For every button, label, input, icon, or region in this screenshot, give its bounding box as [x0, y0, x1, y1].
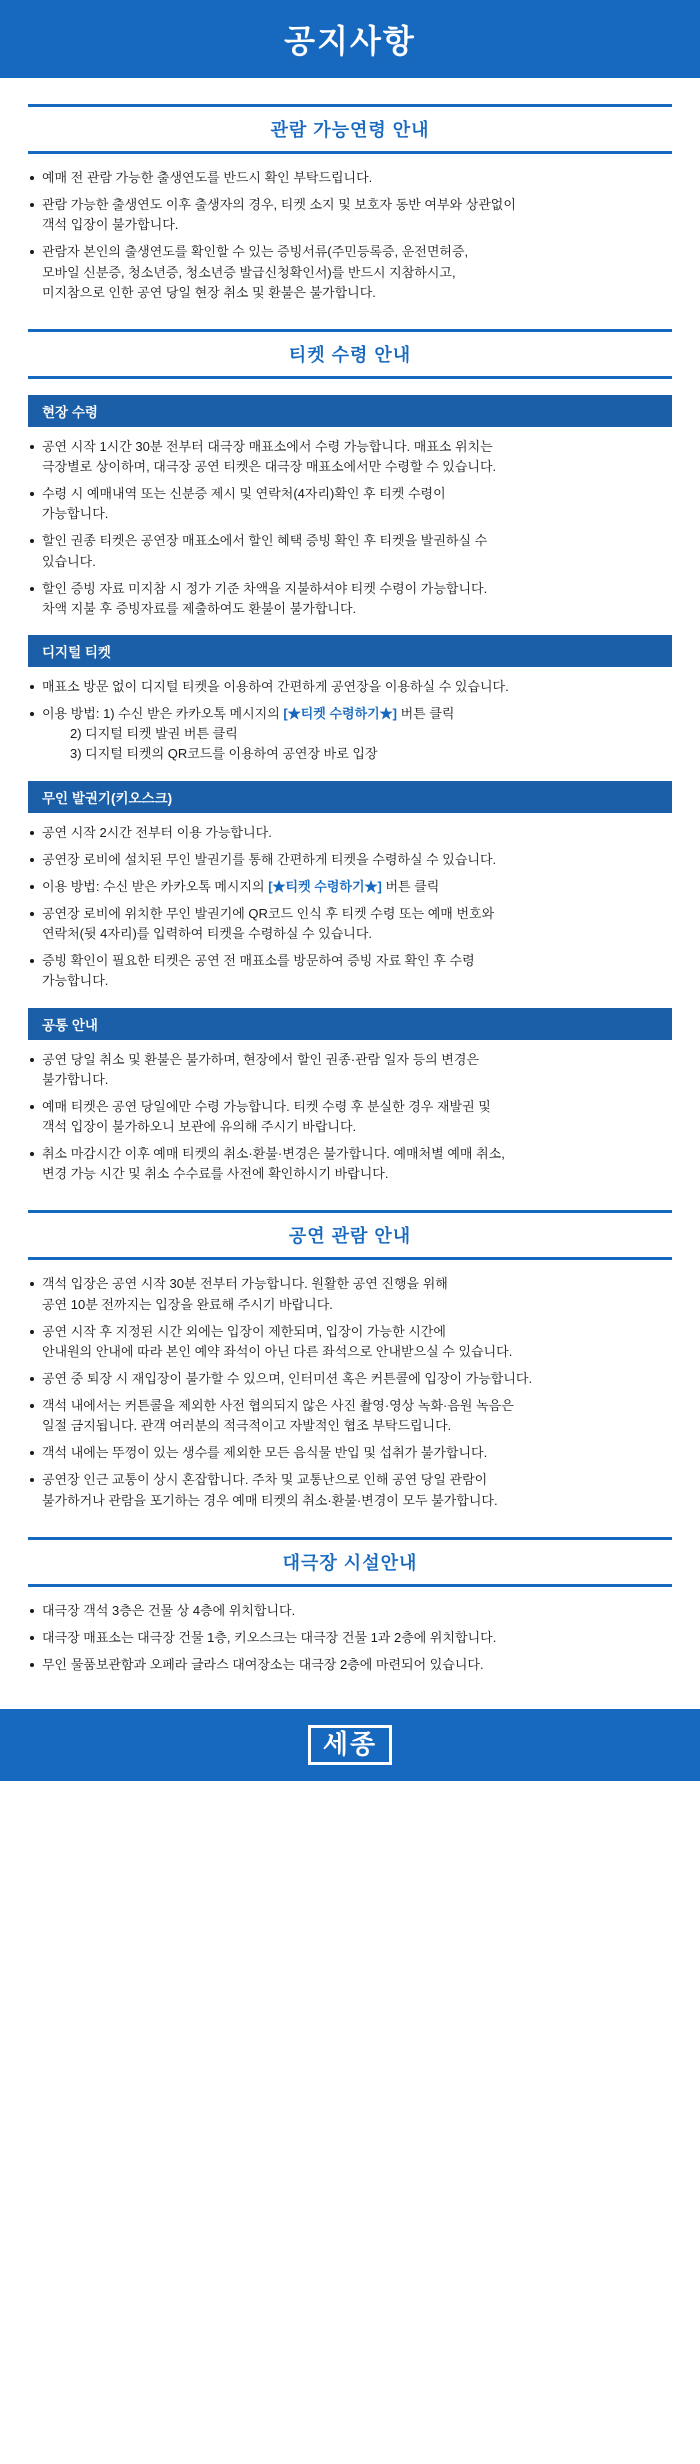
list-item: [28, 484, 672, 524]
highlight-button-label: [★티켓 수령하기★]: [283, 706, 398, 722]
list-item: [28, 168, 672, 188]
list-item: [28, 579, 672, 619]
list-item-text-cont: 불가합니다.: [42, 1071, 109, 1087]
age-guide-list: [28, 168, 672, 303]
list-item: [28, 1655, 672, 1675]
list-item-text-cont: 2) 디지털 티켓 발권 버튼 클릭: [70, 726, 238, 742]
list-item-text-post: 버튼 클릭: [397, 706, 455, 722]
list-item-text: 객석 입장은 공연 시작 30분 전부터 가능합니다. 원활한 공연 진행을 위해: [42, 1276, 448, 1292]
section-heading: 티켓 수령 안내: [288, 344, 412, 365]
notice-content: [0, 104, 700, 1675]
list-item-text-cont: 미지참으로 인한 공연 당일 현장 취소 및 환불은 불가합니다.: [42, 284, 376, 300]
viewing-guide-list: [28, 1274, 672, 1510]
list-item: [28, 195, 672, 235]
list-item-text: 매표소 방문 없이 디지털 티켓을 이용하여 간편하게 공연장을 이용하실 수 있습니다.: [42, 678, 509, 694]
list-item-text-cont: 안내원의 안내에 따라 본인 예약 좌석이 아닌 다른 좌석으로 안내받으실 수 있습니다.: [42, 1343, 513, 1359]
section-facility-guide: [28, 1537, 672, 1675]
list-item: [28, 1144, 672, 1184]
sejong-logo: 세종: [308, 1725, 392, 1766]
list-item: [28, 877, 672, 897]
list-item: [28, 823, 672, 843]
list-item-text-cont: 변경 가능 시간 및 취소 수수료를 사전에 확인하시기 바랍니다.: [42, 1166, 389, 1182]
section-viewing-guide: [28, 1210, 672, 1510]
list-item-text-cont: 극장별로 상이하며, 대극장 공연 티켓은 대극장 매표소에서만 수령할 수 있습니다.: [42, 458, 497, 474]
section-ticket-pickup: [28, 329, 672, 1185]
list-item-text: 객석 내에서는 커튼콜을 제외한 사전 협의되지 않은 사진 촬영·영상 녹화·음원 녹음은: [42, 1398, 514, 1414]
list-item-text: 증빙 확인이 필요한 티켓은 공연 전 매표소를 방문하여 증빙 자료 확인 후 수령: [42, 953, 475, 969]
list-item: [28, 1628, 672, 1648]
list-item-text: 공연 시작 후 지정된 시간 외에는 입장이 제한되며, 입장이 가능한 시간에: [42, 1323, 446, 1339]
page-header: [0, 0, 700, 78]
highlight-button-label: [★티켓 수령하기★]: [268, 878, 382, 894]
list-item-text-cont: 불가하거나 관람을 포기하는 경우 예매 티켓의 취소·환불·변경이 모두 불가합니다.: [42, 1492, 498, 1508]
list-item-text-pre: 이용 방법: 1) 수신 받은 카카오톡 메시지의: [42, 706, 284, 722]
list-item-text-cont: 공연 10분 전까지는 입장을 완료해 주시기 바랍니다.: [42, 1296, 333, 1312]
list-item: [28, 1322, 672, 1362]
list-item-text: 무인 물품보관함과 오페라 글라스 대여장소는 대극장 2층에 마련되어 있습니다.: [42, 1657, 484, 1673]
section-age-guide: [28, 104, 672, 303]
list-item: [28, 1443, 672, 1463]
common-guide-list: [28, 1050, 672, 1185]
list-item-text: 공연장 인근 교통이 상시 혼잡합니다. 주차 및 교통난으로 인해 공연 당일 관람이: [42, 1472, 488, 1488]
list-item-text: 예매 전 관람 가능한 출생연도를 반드시 확인 부탁드립니다.: [42, 170, 373, 185]
subsection-heading-onsite: 현장 수령: [28, 395, 672, 427]
list-item: [28, 531, 672, 571]
list-item-text-cont: 가능합니다.: [42, 973, 109, 989]
list-item-text-cont: 일절 금지됩니다. 관객 여러분의 적극적이고 자발적인 협조 부탁드립니다.: [42, 1418, 452, 1434]
onsite-pickup-list: [28, 437, 672, 619]
list-item-text: 공연장 로비에 설치된 무인 발권기를 통해 간편하게 티켓을 수령하실 수 있습니다.: [42, 851, 497, 867]
list-item: [28, 242, 672, 302]
list-item-text: 공연 중 퇴장 시 재입장이 불가할 수 있으며, 인터미션 혹은 커튼콜에 입장이 가능합니다.: [42, 1370, 533, 1386]
section-title-bar: [28, 329, 672, 379]
facility-guide-list: [28, 1601, 672, 1675]
list-item: [28, 677, 672, 697]
kiosk-list: [28, 823, 672, 992]
list-item-text: 취소 마감시간 이후 예매 티켓의 취소·환불·변경은 불가합니다. 예매처별 예매 취소,: [42, 1146, 505, 1162]
section-heading: 관람 가능연령 안내: [270, 120, 430, 140]
list-item-text-cont: 있습니다.: [42, 553, 96, 569]
section-title-bar: [28, 1210, 672, 1260]
subsection-heading-kiosk: 무인 발권기(키오스크): [28, 781, 672, 813]
list-item: [28, 1097, 672, 1137]
list-item: [28, 1470, 672, 1510]
list-item: [28, 1369, 672, 1389]
list-item-text: 대극장 매표소는 대극장 건물 1층, 키오스크는 대극장 건물 1과 2층에 위치합니다.: [42, 1629, 497, 1645]
list-item-text: 수령 시 예매내역 또는 신분증 제시 및 연락처(4자리)확인 후 티켓 수령이: [42, 486, 446, 502]
list-item-text-pre: 이용 방법: 수신 받은 카카오톡 메시지의: [42, 878, 269, 894]
list-item-text: 공연장 로비에 위치한 무인 발권기에 QR코드 인식 후 티켓 수령 또는 예매 번호와: [42, 905, 495, 921]
list-item: [28, 437, 672, 477]
list-item-text: 할인 권종 티켓은 공연장 매표소에서 할인 혜택 증빙 확인 후 티켓을 발권하실 수: [42, 533, 488, 549]
list-item-text: 예매 티켓은 공연 당일에만 수령 가능합니다. 티켓 수령 후 분실한 경우 재발권 및: [42, 1098, 491, 1114]
list-item-text: 할인 증빙 자료 미지참 시 정가 기준 차액을 지불하셔야 티켓 수령이 가능합니다.: [42, 580, 488, 596]
subsection-heading-digital: 디지털 티켓: [28, 635, 672, 667]
list-item-text-cont: 객석 입장이 불가하오니 보관에 유의해 주시기 바랍니다.: [42, 1118, 357, 1134]
list-item-text: 대극장 객석 3층은 건물 상 4층에 위치합니다.: [42, 1602, 296, 1618]
list-item-text-cont: 가능합니다.: [42, 506, 109, 522]
list-item-text: 관람자 본인의 출생연도를 확인할 수 있는 증빙서류(주민등록증, 운전면허증,: [42, 244, 469, 260]
section-heading: 공연 관람 안내: [288, 1226, 412, 1247]
list-item-text-post: 버튼 클릭: [381, 878, 440, 894]
digital-ticket-list: [28, 677, 672, 765]
list-item-text: 공연 시작 2시간 전부터 이용 가능합니다.: [42, 824, 272, 840]
list-item-text-cont: 3) 디지털 티켓의 QR코드를 이용하여 공연장 바로 입장: [70, 746, 378, 762]
list-item-text-cont: 연락처(뒷 4자리)를 입력하여 티켓을 수령하실 수 있습니다.: [42, 926, 373, 942]
subsection-heading-common: 공통 안내: [28, 1008, 672, 1040]
list-item-text: 관람 가능한 출생연도 이후 출생자의 경우, 티켓 소지 및 보호자 동반 여부와 상관없이: [42, 197, 516, 213]
list-item-text-cont: 차액 지불 후 증빙자료를 제출하여도 환불이 불가합니다.: [42, 600, 357, 616]
list-item-text: 객석 내에는 뚜껑이 있는 생수를 제외한 모든 음식물 반입 및 섭취가 불가합니다.: [42, 1445, 488, 1461]
list-item: [28, 850, 672, 870]
list-item: [28, 904, 672, 944]
list-item-text-cont: 객석 입장이 불가합니다.: [42, 217, 179, 233]
section-heading: 대극장 시설안내: [282, 1552, 418, 1573]
list-item-text: 공연 당일 취소 및 환불은 불가하며, 현장에서 할인 권종·관람 일자 등의 변경은: [42, 1051, 479, 1067]
list-item: [28, 1050, 672, 1090]
list-item: [28, 1601, 672, 1621]
page-footer: [0, 1709, 700, 1781]
list-item: [28, 704, 672, 764]
list-item: [28, 951, 672, 991]
list-item: [28, 1396, 672, 1436]
section-title-bar: [28, 1537, 672, 1587]
page-title: 공지사항: [284, 23, 416, 59]
section-title-bar: [28, 104, 672, 154]
list-item-text: 공연 시작 1시간 30분 전부터 대극장 매표소에서 수령 가능합니다. 매표소 위치는: [42, 438, 493, 454]
list-item: [28, 1274, 672, 1314]
list-item-text-cont: 모바일 신분증, 청소년증, 청소년증 발급신청확인서)를 반드시 지참하시고,: [42, 264, 456, 280]
